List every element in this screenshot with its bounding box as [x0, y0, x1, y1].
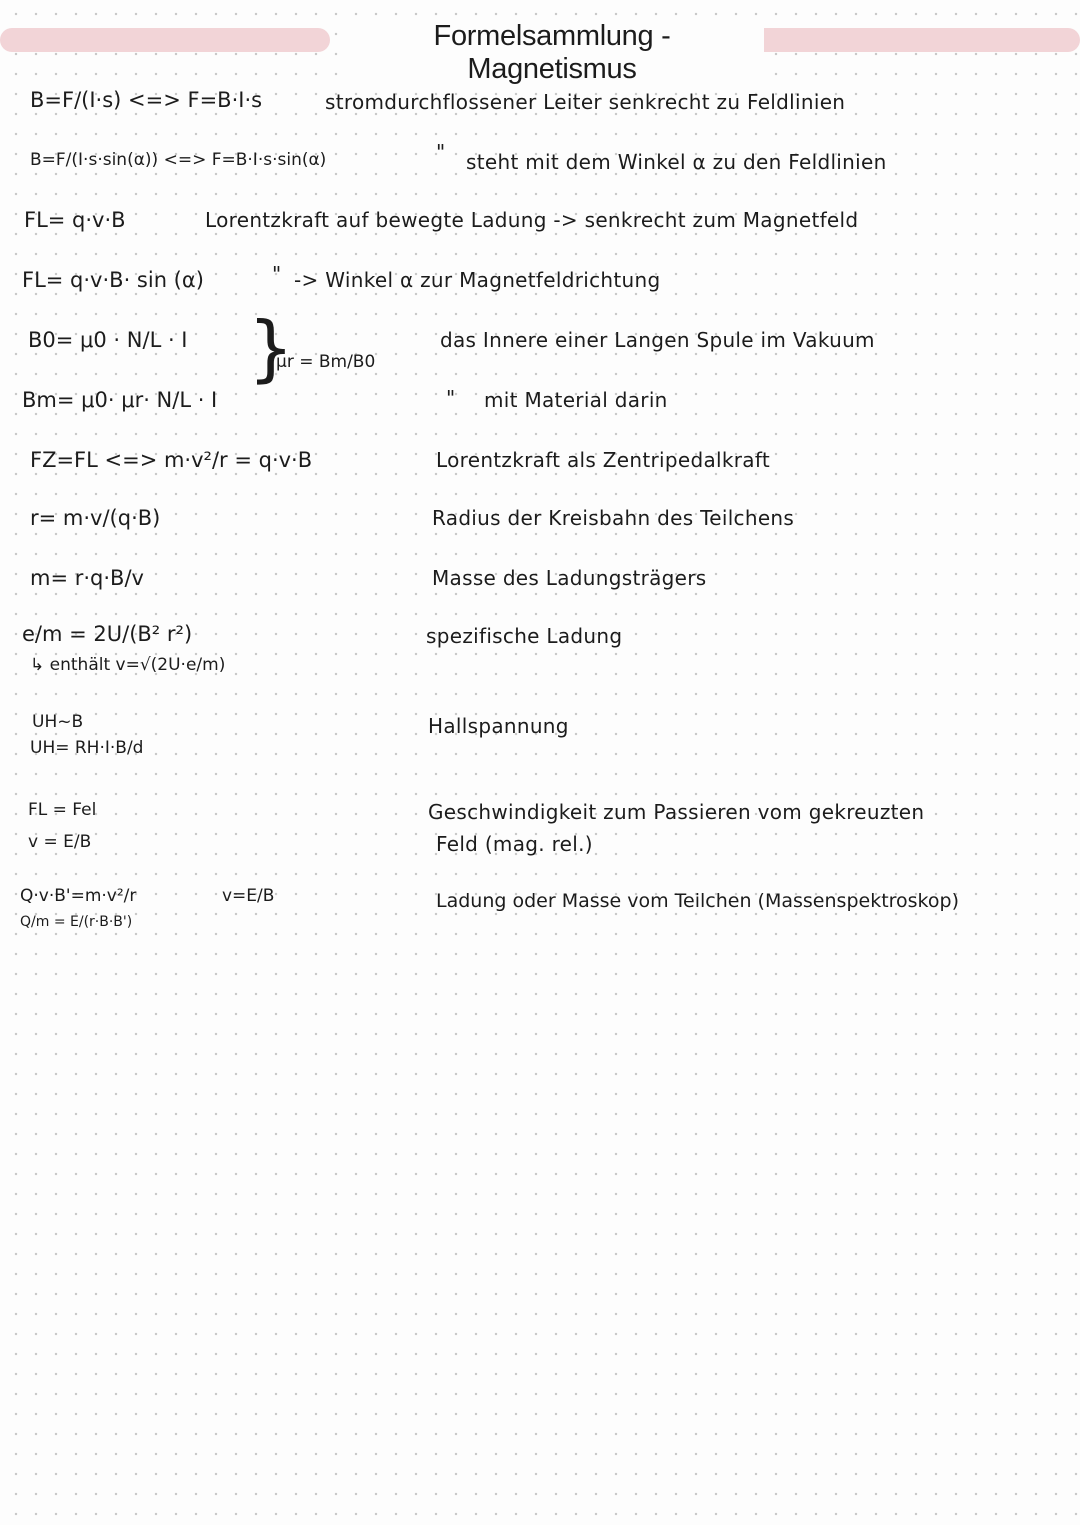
title-highlight — [0, 28, 330, 52]
formula: v=E/B — [222, 886, 275, 906]
description: spezifische Ladung — [426, 624, 623, 648]
formula: FZ=FL <=> m·v²/r = q·v·B — [30, 448, 313, 472]
formula: m= r·q·B/v — [30, 566, 144, 590]
formula: UH~B — [32, 712, 84, 732]
description: das Innere einer Langen Spule im Vakuum — [440, 328, 875, 352]
description: stromdurchflossener Leiter senkrecht zu Feldlinien — [325, 90, 846, 114]
page-title: Formelsammlung - Magnetismus — [340, 20, 764, 86]
description: Lorentzkraft als Zentripedalkraft — [436, 448, 770, 472]
formula: FL = Fel — [28, 800, 97, 820]
formula: B=F/(I·s·sin(α)) <=> F=B·I·s·sin(α) — [30, 150, 327, 170]
formula: Q·v·B'=m·v²/r — [20, 886, 137, 906]
formula: B0= μ0 · N/L · I — [28, 328, 188, 352]
formula: ↳ enthält v=√(2U·e/m) — [30, 655, 226, 675]
formula: FL= q·v·B — [24, 208, 126, 232]
formula-brace: } — [248, 306, 294, 390]
formula: B=F/(I·s) <=> F=B·I·s — [30, 88, 263, 112]
description: -> Winkel α zur Magnetfeldrichtung — [294, 268, 661, 292]
ditto-mark: " — [272, 262, 282, 286]
formula: Q/m = E/(r·B·B') — [20, 914, 133, 930]
formula: UH= RH·I·B/d — [30, 738, 144, 758]
ditto-mark: " — [446, 386, 456, 410]
description: Geschwindigkeit zum Passieren vom gekreuzten — [428, 800, 925, 824]
description: mit Material darin — [484, 388, 668, 412]
description: Lorentzkraft auf bewegte Ladung -> senkrecht zum Magnetfeld — [205, 208, 859, 232]
ditto-mark: " — [436, 140, 446, 164]
description: Feld (mag. rel.) — [436, 832, 593, 856]
description: Masse des Ladungsträgers — [432, 566, 707, 590]
description: Ladung oder Masse vom Teilchen (Massenspektroskop) — [436, 890, 959, 912]
title-highlight — [752, 28, 1080, 52]
formula: FL= q·v·B· sin (α) — [22, 268, 204, 292]
description: Radius der Kreisbahn des Teilchens — [432, 506, 795, 530]
formula: Bm= μ0· μr· N/L · I — [22, 388, 218, 412]
description: steht mit dem Winkel α zu den Feldlinien — [466, 150, 887, 174]
formula: e/m = 2U/(B² r²) — [22, 622, 193, 646]
formula: r= m·v/(q·B) — [30, 506, 161, 530]
formula: μr = Bm/B0 — [276, 352, 376, 372]
description: Hallspannung — [428, 714, 569, 738]
formula: v = E/B — [28, 832, 92, 852]
